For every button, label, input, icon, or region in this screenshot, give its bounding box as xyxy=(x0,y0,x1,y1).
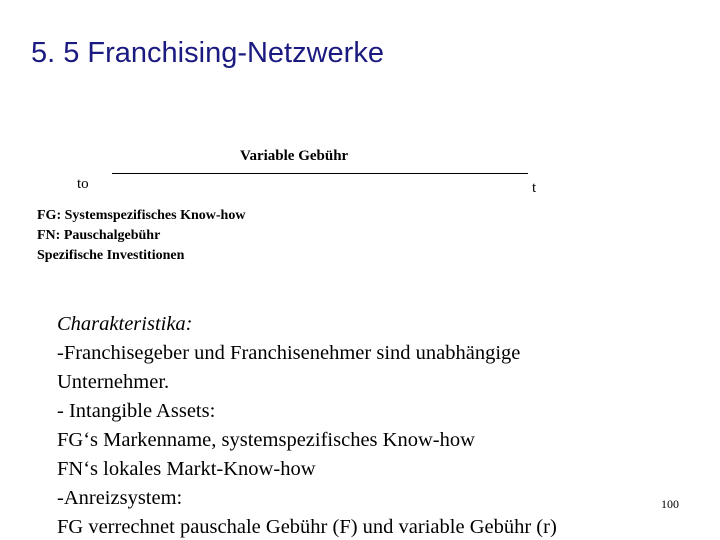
content-line: FG verrechnet pauschale Gebühr (F) und variable Gebühr (r) xyxy=(57,516,557,538)
content-line: -Anreizsystem: xyxy=(57,487,183,509)
characteristics-list xyxy=(57,310,557,540)
timeline-end-label: t xyxy=(532,180,537,196)
content-line: FG‘s Markenname, systemspezifisches Know-how xyxy=(57,429,475,451)
legend-item: FN: Pauschalgebühr xyxy=(37,228,161,243)
slide-title: 5. 5 Franchising-Netzwerke xyxy=(31,37,384,69)
timeline-label: Variable Gebühr xyxy=(240,148,349,164)
timeline-start-label: to xyxy=(77,176,89,192)
legend-item: FG: Systemspezifisches Know-how xyxy=(37,208,246,223)
content-line: Unternehmer. xyxy=(57,371,170,393)
page-number: 100 xyxy=(661,497,679,511)
timeline-line xyxy=(112,173,528,174)
characteristics-heading: Charakteristika: xyxy=(57,313,193,335)
content-line: FN‘s lokales Markt-Know-how xyxy=(57,458,316,480)
content-line: - Intangible Assets: xyxy=(57,400,216,422)
timeline-legend xyxy=(37,206,245,266)
legend-item: Spezifische Investitionen xyxy=(37,248,185,263)
content-line: -Franchisegeber und Franchisenehmer sind unabhängige xyxy=(57,342,521,364)
